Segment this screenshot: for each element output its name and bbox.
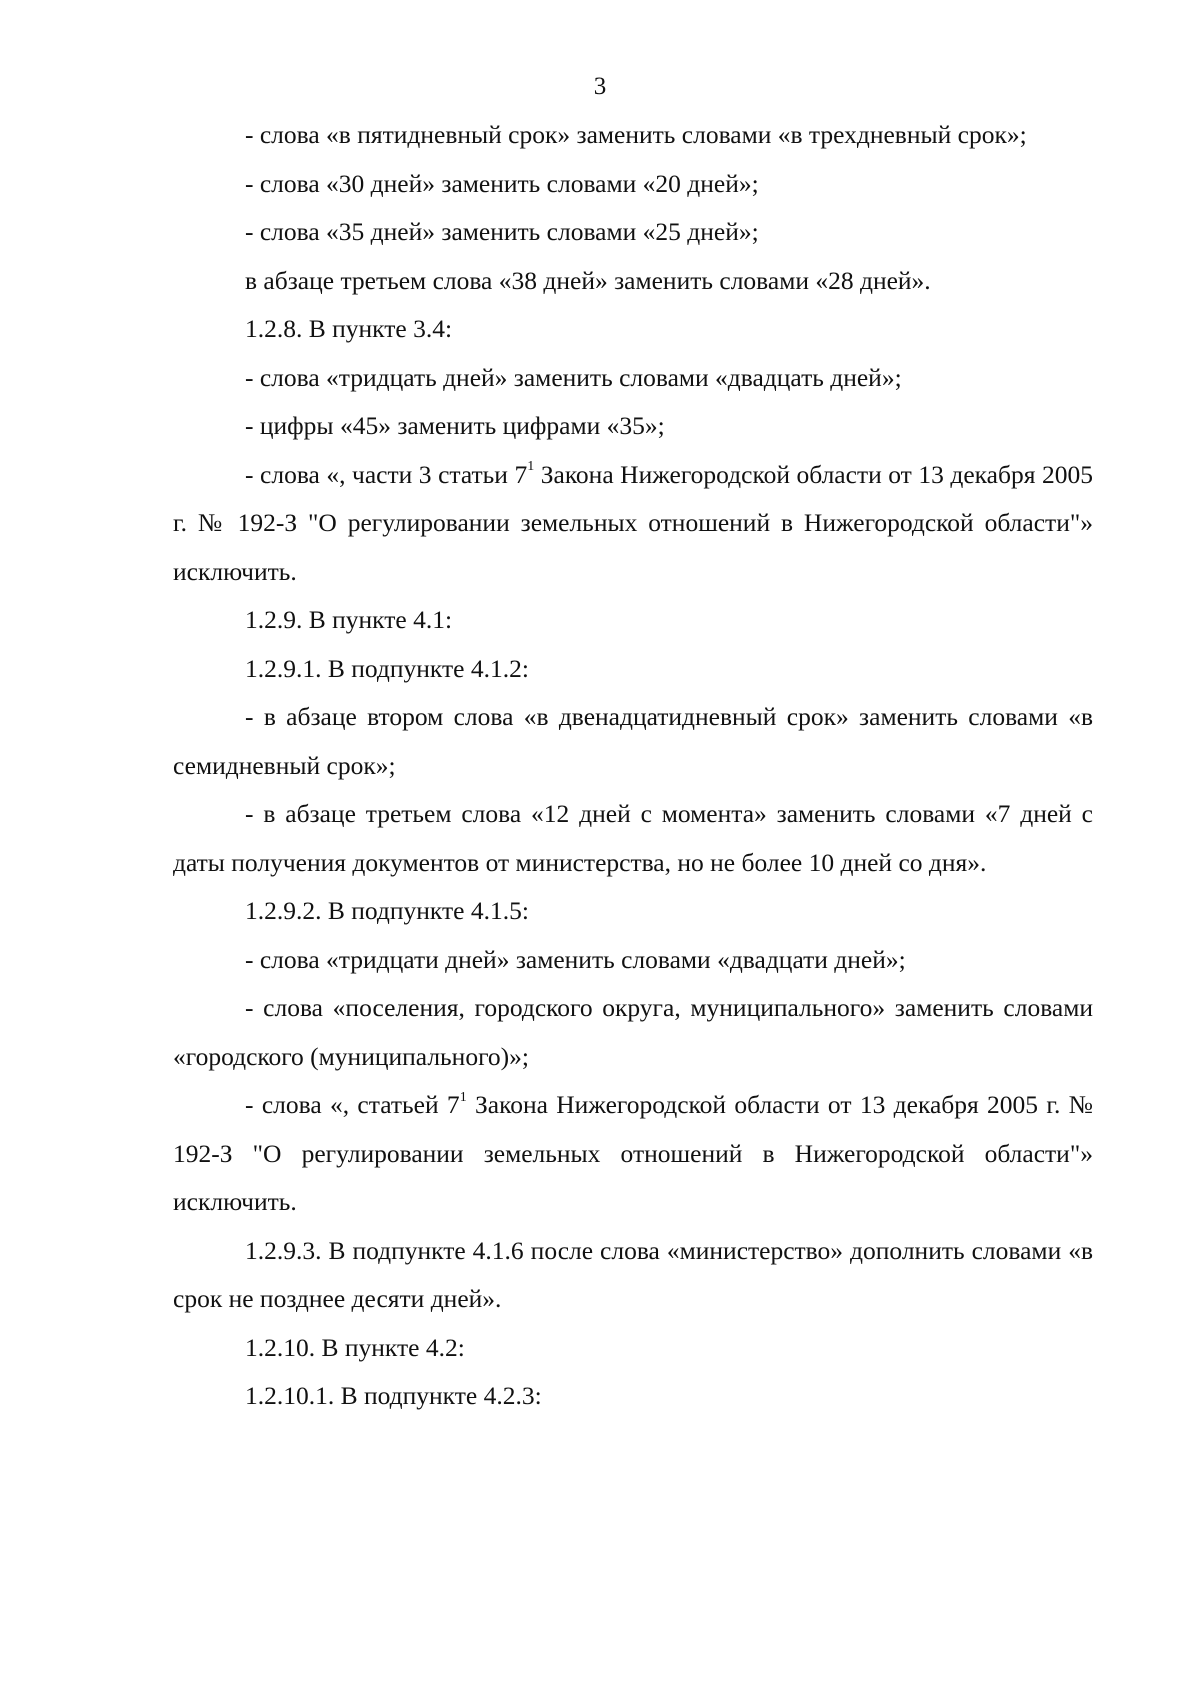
paragraph-item-1-2-8: 1.2.8. В пункте 3.4: [245, 314, 453, 343]
paragraph-replace-digits-45: - цифры «45» заменить цифрами «35»; [245, 411, 665, 440]
paragraph-replace-settlement: - слова «поселения, городского округа, муниципального» заменить словами «городского (муниципального)»; [173, 993, 1093, 1071]
superscript: 1 [459, 1089, 467, 1105]
paragraph-replace-thirty-days: - слова «тридцать дней» заменить словами «двадцать дней»; [245, 362, 902, 392]
paragraph-item-1-2-10-1: 1.2.10.1. В подпункте 4.2.3: [245, 1381, 542, 1410]
paragraph-exclude-part-3-article-7-1 [173, 451, 1093, 597]
paragraph-replace-thirty-days-genitive: - слова «тридцати дней» заменить словами «двадцати дней»; [245, 944, 906, 974]
paragraph-text-before-superscript: - слова «, статьей 7 [245, 1090, 460, 1119]
paragraph-item-1-2-9-1: 1.2.9.1. В подпункте 4.1.2: [245, 653, 529, 683]
paragraph-item-1-2-10: 1.2.10. В пункте 4.2: [245, 1332, 465, 1362]
paragraph-text-after-superscript: Закона Нижегородской области от 13 декабря 2005 г. № 192-З "О регулировании земельных отношений в Нижегородской области"» исключить. [173, 459, 1093, 586]
document-body [173, 111, 1093, 1421]
page-number: 3 [593, 73, 607, 100]
paragraph-replace-38-days: в абзаце третьем слова «38 дней» заменить словами «28 дней». [245, 265, 931, 295]
paragraph-exclude-article-7-1 [173, 1081, 1093, 1227]
paragraph-text-before-superscript: - слова «, части 3 статьи 7 [245, 459, 528, 489]
superscript: 1 [527, 459, 535, 474]
paragraph-item-1-2-9-2: 1.2.9.2. В подпункте 4.1.5: [245, 896, 529, 925]
paragraph-item-1-2-9: 1.2.9. В пункте 4.1: [245, 605, 453, 634]
paragraph-replace-35-days: - слова «35 дней» заменить словами «25 дней»; [245, 217, 759, 246]
paragraph-text-after-superscript: Закона Нижегородской области от 13 декабря 2005 г. № 192-З "О регулировании земельных отношений в Нижегородской области"» исключить. [173, 1090, 1094, 1216]
paragraph-replace-30-days: - слова «30 дней» заменить словами «20 дней»; [245, 168, 759, 198]
paragraph-replace-twelve-day-term: - в абзаце втором слова «в двенадцатидневный срок» заменить словами «в семидневный срок»; [173, 702, 1093, 780]
paragraph-item-1-2-9-3: 1.2.9.3. В подпункте 4.1.6 после слова «министерство» дополнить словами «в срок не позднее десяти дней». [173, 1235, 1093, 1313]
paragraph-replace-12-days: - в абзаце третьем слова «12 дней с момента» заменить словами «7 дней с даты получения документов от министерства, но не более 10 дней со дня». [173, 799, 1093, 877]
paragraph-replace-five-day-term: - слова «в пятидневный срок» заменить словами «в трехдневный срок»; [245, 120, 1027, 149]
